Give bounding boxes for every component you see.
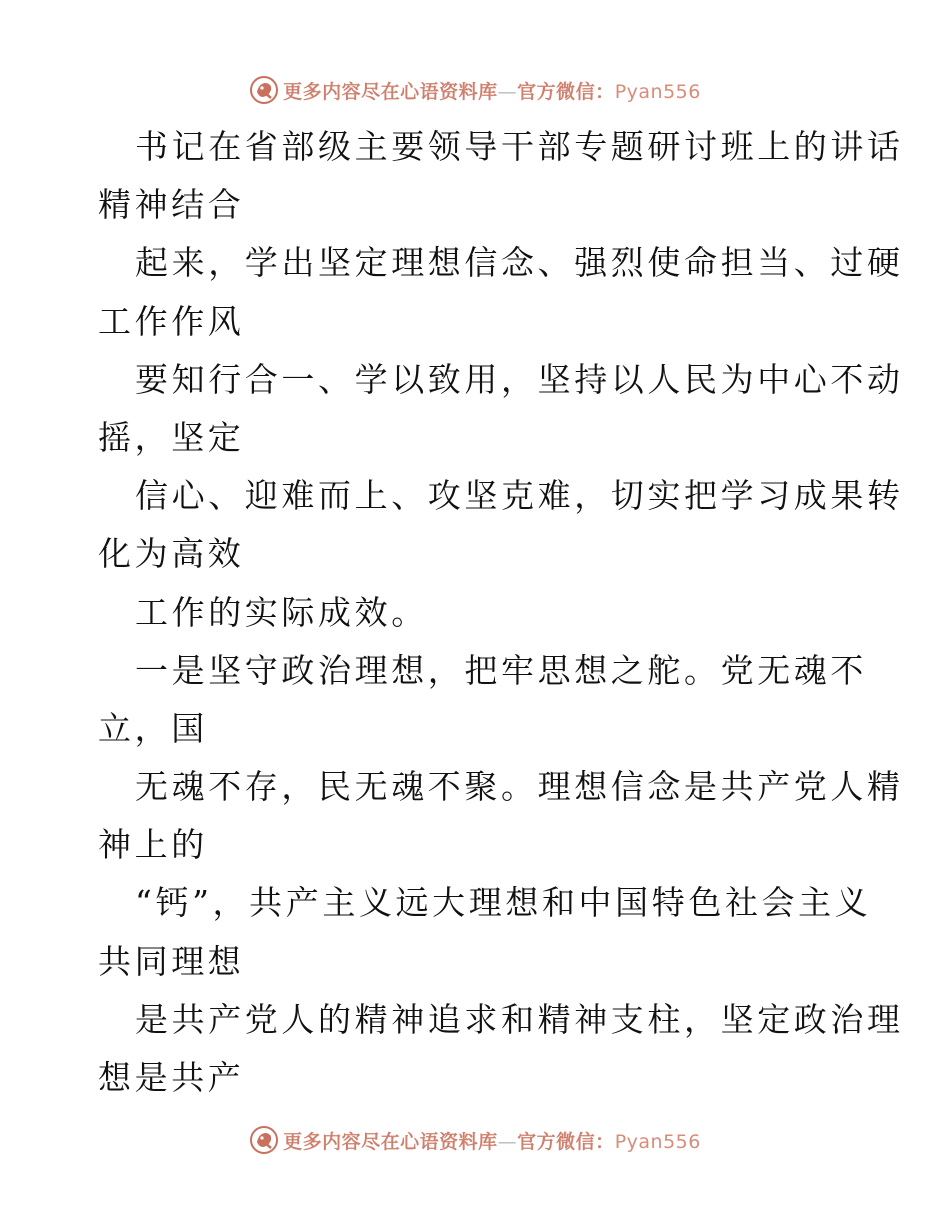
body-line: 书记在省部级主要领导干部专题研讨班上的讲话 bbox=[135, 127, 904, 166]
tiger-head-logo-icon bbox=[249, 1125, 279, 1155]
banner-wechat-label: 官方微信： bbox=[517, 1130, 615, 1153]
banner-wechat-label: 官方微信： bbox=[517, 80, 615, 103]
body-line: 共同理想 bbox=[98, 941, 245, 981]
body-line: 化为高效 bbox=[98, 534, 245, 574]
banner-text bbox=[283, 1127, 701, 1154]
body-line: 想是共产 bbox=[98, 1058, 245, 1097]
banner-separator: — bbox=[497, 1130, 518, 1153]
body-line: “钙”，共产主义远大理想和中国特色社会主义 bbox=[135, 883, 872, 923]
banner-wechat-id: Pyan556 bbox=[614, 80, 701, 103]
body-line: 精神结合 bbox=[98, 185, 245, 225]
banner-brand-text: 更多内容尽在心语资料库 bbox=[283, 80, 498, 103]
banner-brand-text: 更多内容尽在心语资料库 bbox=[283, 1130, 498, 1153]
body-line: 起来，学出坚定理想信念、强烈使命担当、过硬 bbox=[135, 243, 904, 283]
header-banner bbox=[0, 70, 950, 110]
document-body bbox=[98, 118, 904, 1107]
banner-separator: — bbox=[497, 80, 518, 103]
body-line: 一是坚守政治理想，把牢思想之舵。党无魂不 bbox=[135, 650, 867, 690]
banner-text bbox=[283, 77, 701, 104]
body-line: 信心、迎难而上、攻坚克难，切实把学习成果转 bbox=[135, 476, 904, 516]
body-line: 工作作风 bbox=[98, 301, 245, 341]
body-line: 要知行合一、学以致用，坚持以人民为中心不动 bbox=[135, 359, 904, 399]
body-line: 摇，坚定 bbox=[98, 417, 245, 457]
body-line: 是共产党人的精神追求和精神支柱，坚定政治理 bbox=[135, 999, 904, 1039]
footer-banner bbox=[0, 1120, 950, 1160]
banner-wechat-id: Pyan556 bbox=[614, 1130, 701, 1153]
body-line: 无魂不存，民无魂不聚。理想信念是共产党人精 bbox=[135, 767, 904, 807]
body-line: 神上的 bbox=[98, 825, 208, 865]
tiger-head-logo-icon bbox=[249, 75, 279, 105]
body-line: 工作的实际成效。 bbox=[135, 592, 428, 632]
body-line: 立，国 bbox=[98, 708, 208, 748]
